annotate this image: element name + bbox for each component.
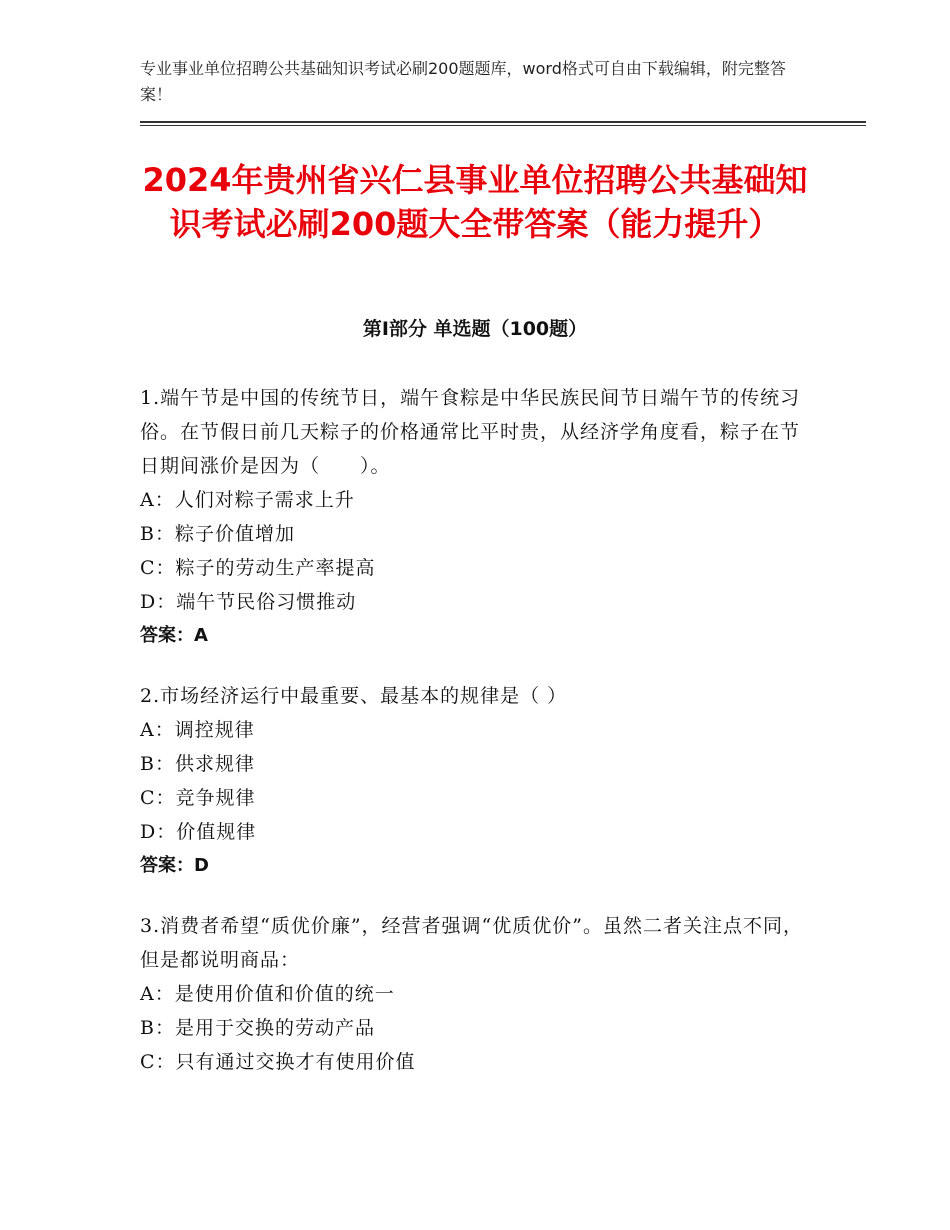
option-c: C：竞争规律 [140, 787, 256, 809]
option-b: B：粽子价值增加 [140, 523, 295, 545]
question-3 [140, 909, 810, 1079]
question-1 [140, 381, 810, 653]
option-a: A：人们对粽子需求上升 [140, 489, 355, 511]
document-title: 2024年贵州省兴仁县事业单位招聘公共基础知识考试必刷200题大全带答案（能力提升） [142, 161, 808, 243]
question-stem: 2.市场经济运行中最重要、最基本的规律是（ ） [140, 685, 568, 707]
option-a: A：调控规律 [140, 719, 255, 741]
option-a: A：是使用价值和价值的统一 [140, 983, 395, 1005]
question-2 [140, 679, 810, 883]
question-stem: 3.消费者希望“质优价廉”，经营者强调“优质优价”。虽然二者关注点不同，但是都说明商品： [140, 915, 803, 971]
option-c: C：只有通过交换才有使用价值 [140, 1051, 416, 1073]
header-rule-thin [140, 125, 866, 126]
option-c: C：粽子的劳动生产率提高 [140, 557, 376, 579]
option-b: B：是用于交换的劳动产品 [140, 1017, 375, 1039]
question-list [140, 381, 810, 1105]
header-note: 专业事业单位招聘公共基础知识考试必刷200题题库，word格式可自由下载编辑，附完整答案！ [140, 59, 786, 104]
option-d: D：端午节民俗习惯推动 [140, 591, 357, 613]
answer-line: 答案：D [140, 855, 209, 876]
header-rule-thick [140, 121, 866, 123]
question-stem: 1.端午节是中国的传统节日，端午食粽是中华民族民间节日端午节的传统习俗。在节假日前几天粽子的价格通常比平时贵，从经济学角度看，粽子在节日期间涨价是因为（ ）。 [140, 387, 801, 477]
answer-line: 答案：A [140, 625, 208, 646]
option-d: D：价值规律 [140, 821, 257, 843]
option-b: B：供求规律 [140, 753, 255, 775]
section-heading: 第Ⅰ部分 单选题（100题） [362, 318, 588, 340]
